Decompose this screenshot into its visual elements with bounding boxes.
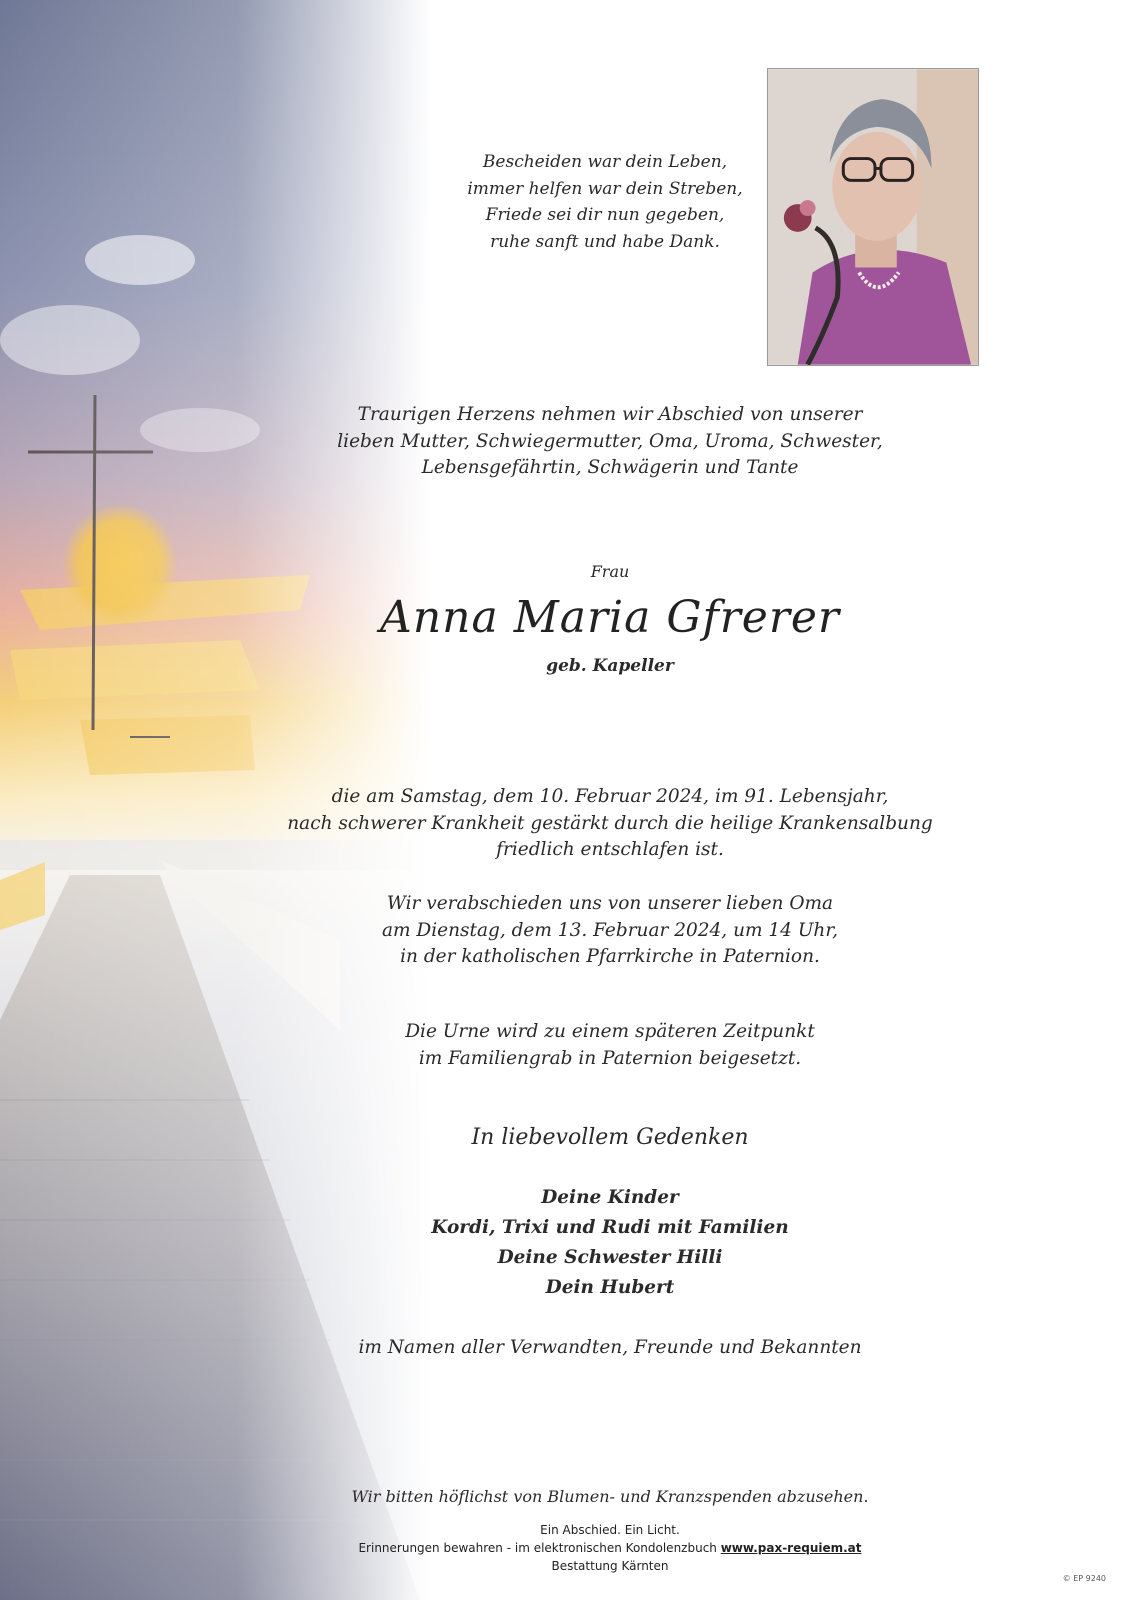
verse bbox=[250, 149, 960, 255]
death-info-line: nach schwerer Krankheit gestärkt durch die heilige Krankensalbung bbox=[287, 812, 933, 834]
intro-line: lieben Mutter, Schwiegermutter, Oma, Uroma, Schwester, bbox=[337, 430, 883, 452]
print-code: © EP 9240 bbox=[1062, 1574, 1106, 1583]
death-info bbox=[250, 784, 970, 864]
memory-heading: In liebevollem Gedenken bbox=[471, 1125, 749, 1150]
urn-line: Die Urne wird zu einem späteren Zeitpunkt bbox=[405, 1021, 815, 1042]
mourner-line: Dein Hubert bbox=[545, 1277, 675, 1298]
deceased-name: Anna Maria Gfrerer bbox=[380, 592, 840, 643]
funeral-line: Wir verabschieden uns von unserer lieben Oma bbox=[386, 893, 834, 914]
funeral-details bbox=[250, 891, 970, 971]
footer-company: Bestattung Kärnten bbox=[551, 1559, 669, 1573]
funeral-line: am Dienstag, dem 13. Februar 2024, um 14 Uhr, bbox=[381, 919, 839, 941]
mourner-line: Kordi, Trixi und Rudi mit Familien bbox=[431, 1217, 789, 1238]
urn-burial bbox=[250, 1019, 970, 1072]
footer bbox=[250, 1521, 970, 1575]
verse-line: ruhe sanft und habe Dank. bbox=[490, 231, 720, 252]
relatives-note: im Namen aller Verwandten, Freunde und Bekannten bbox=[358, 1337, 862, 1358]
birth-name: geb. Kapeller bbox=[546, 656, 674, 676]
salutation: Frau bbox=[590, 562, 630, 581]
funeral-line: in der katholischen Pfarrkirche in Paternion. bbox=[400, 946, 820, 967]
urn-line: im Familiengrab in Paternion beigesetzt. bbox=[418, 1047, 802, 1069]
verse-line: Friede sei dir nun gegeben, bbox=[485, 205, 725, 225]
intro-text bbox=[250, 402, 970, 482]
mourners-list bbox=[250, 1183, 970, 1303]
condolence-link[interactable]: www.pax-requiem.at bbox=[720, 1541, 862, 1555]
intro-line: Lebensgefährtin, Schwägerin und Tante bbox=[421, 457, 799, 478]
flowers-note: Wir bitten höflichst von Blumen- und Kranzspenden abzusehen. bbox=[351, 1487, 869, 1506]
footer-condolence-text: Erinnerungen bewahren - im elektronischen Kondolenzbuch bbox=[358, 1541, 721, 1555]
intro-line: Traurigen Herzens nehmen wir Abschied von unserer bbox=[357, 404, 863, 425]
death-info-line: friedlich entschlafen ist. bbox=[496, 839, 724, 860]
verse-line: immer helfen war dein Streben, bbox=[467, 178, 743, 199]
footer-slogan: Ein Abschied. Ein Licht. bbox=[540, 1523, 680, 1537]
death-info-line: die am Samstag, dem 10. Februar 2024, im 91. Lebensjahr, bbox=[331, 786, 889, 807]
verse-line: Bescheiden war dein Leben, bbox=[482, 152, 728, 172]
mourner-line: Deine Kinder bbox=[541, 1187, 679, 1208]
footer-condolence bbox=[250, 1539, 970, 1557]
mourner-line: Deine Schwester Hilli bbox=[497, 1247, 723, 1268]
